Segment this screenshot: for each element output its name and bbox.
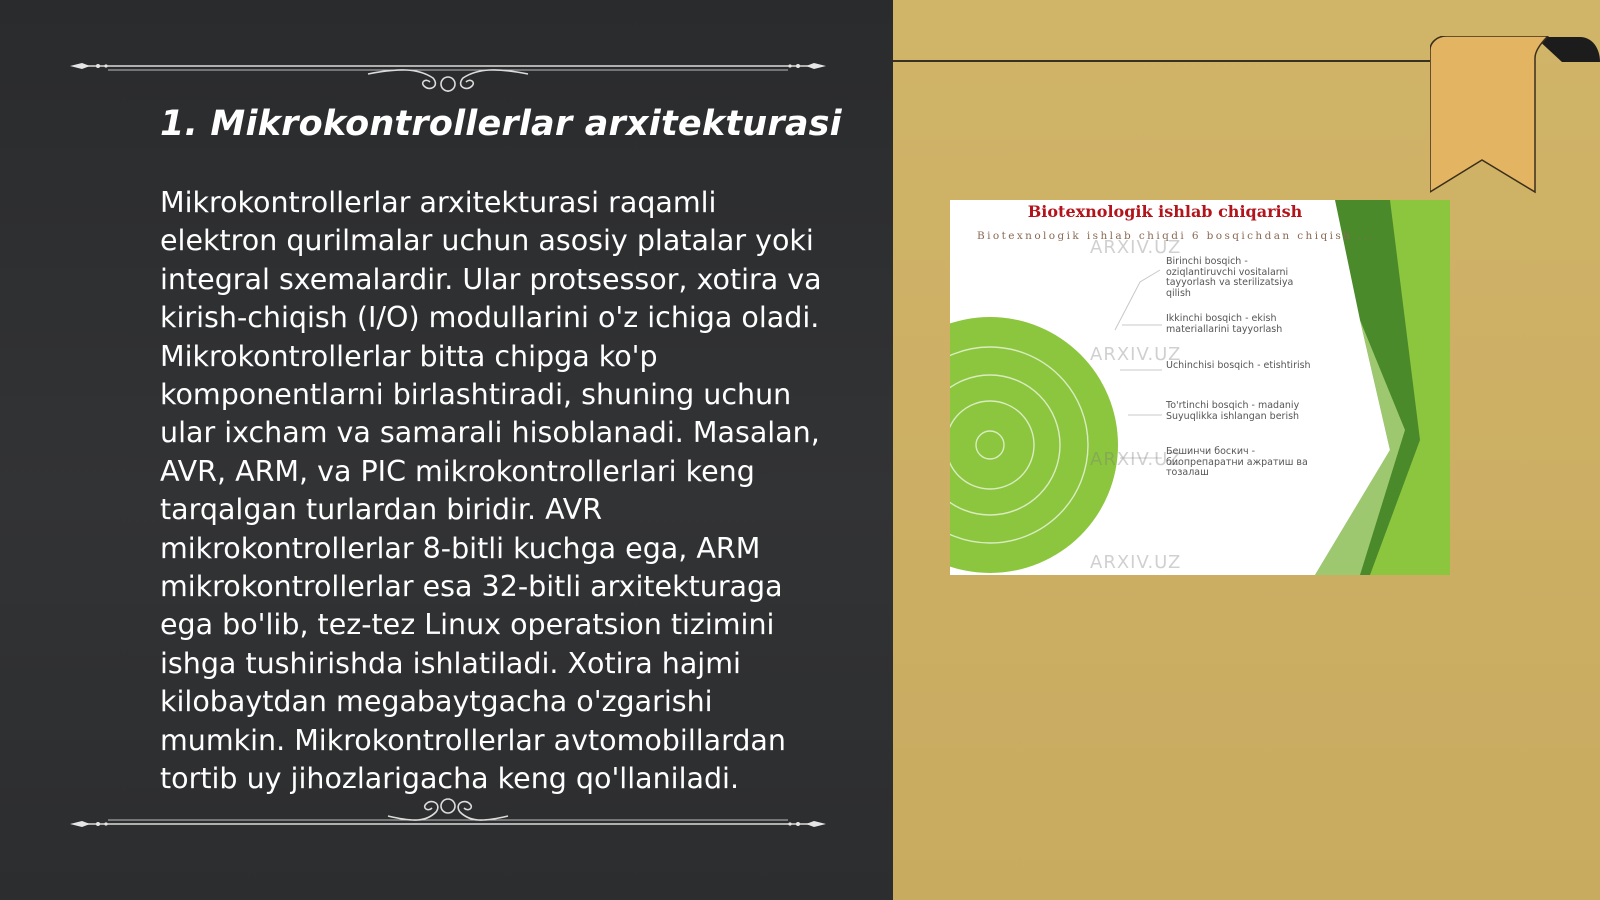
infographic-step: Бешинчи боскич - биопрепаратни ажратиш ва тозалаш	[1166, 446, 1308, 478]
infographic-step: To'rtinchi bosqich - madaniy Suyuqlikka ishlangan berish	[1166, 400, 1300, 422]
infographic-image	[950, 200, 1450, 575]
infographic-step: Ikkinchi bosqich - ekish materiallarini tayyorlash	[1166, 313, 1283, 335]
watermark: ARXIV.UZ	[1090, 237, 1182, 258]
bookmark-ribbon-icon	[1430, 36, 1600, 201]
header-rule	[893, 60, 1439, 62]
slide-body-text: Mikrokontrollerlar arxitekturasi raqamli elektron qurilmalar uchun asosiy platalar yoki integral sxemalardir. Ular protsessor, xotira va kirish-chiqish (I/O) modullarini o'z ichiga oladi. Mikrokontrollerlar bitta chipga ko'p komponentlarni birlashtiradi, shuning uchun ular ixcham va samarali hisoblanadi. Masalan, AVR, ARM, va PIC mikrokontrollerlari keng tarqalgan turlardan biridir. AVR mikrokontrollerlar 8-bitli kuchga ega, ARM mikrokontrollerlar esa 32-bitli arxitekturaga ega bo'lib, tez-tez Linux operatsion tizimini ishga tushirishda ishlatiladi. Xotira hajmi kilobaytdan megabaytgacha o'zgarishi mumkin. Mikrokontrollerlar avtomobillardan tortib uy jihozlarigacha keng qo'llaniladi.	[160, 186, 822, 796]
watermark: ARXIV.UZ	[1090, 552, 1182, 573]
ornament-bottom-divider	[68, 786, 828, 836]
infographic-subtitle: Biotexnologik ishlab chiqdi 6 bosqichdan chiqish ...	[977, 230, 1376, 242]
infographic-step: Birinchi bosqich - oziqlantiruvchi vositalarni tayyorlash va sterilizatsiya qilish	[1166, 256, 1294, 299]
ornament-top-divider	[68, 42, 828, 92]
slide-title: 1. Mikrokontrollerlar arxitekturasi	[160, 104, 842, 144]
watermark: ARXIV.UZ	[1090, 344, 1182, 365]
infographic-title: Biotexnologik ishlab chiqarish	[1027, 202, 1303, 221]
infographic-step: Uchinchisi bosqich - etishtirish	[1166, 360, 1311, 371]
watermark: ARXIV.UZ	[1090, 449, 1182, 470]
